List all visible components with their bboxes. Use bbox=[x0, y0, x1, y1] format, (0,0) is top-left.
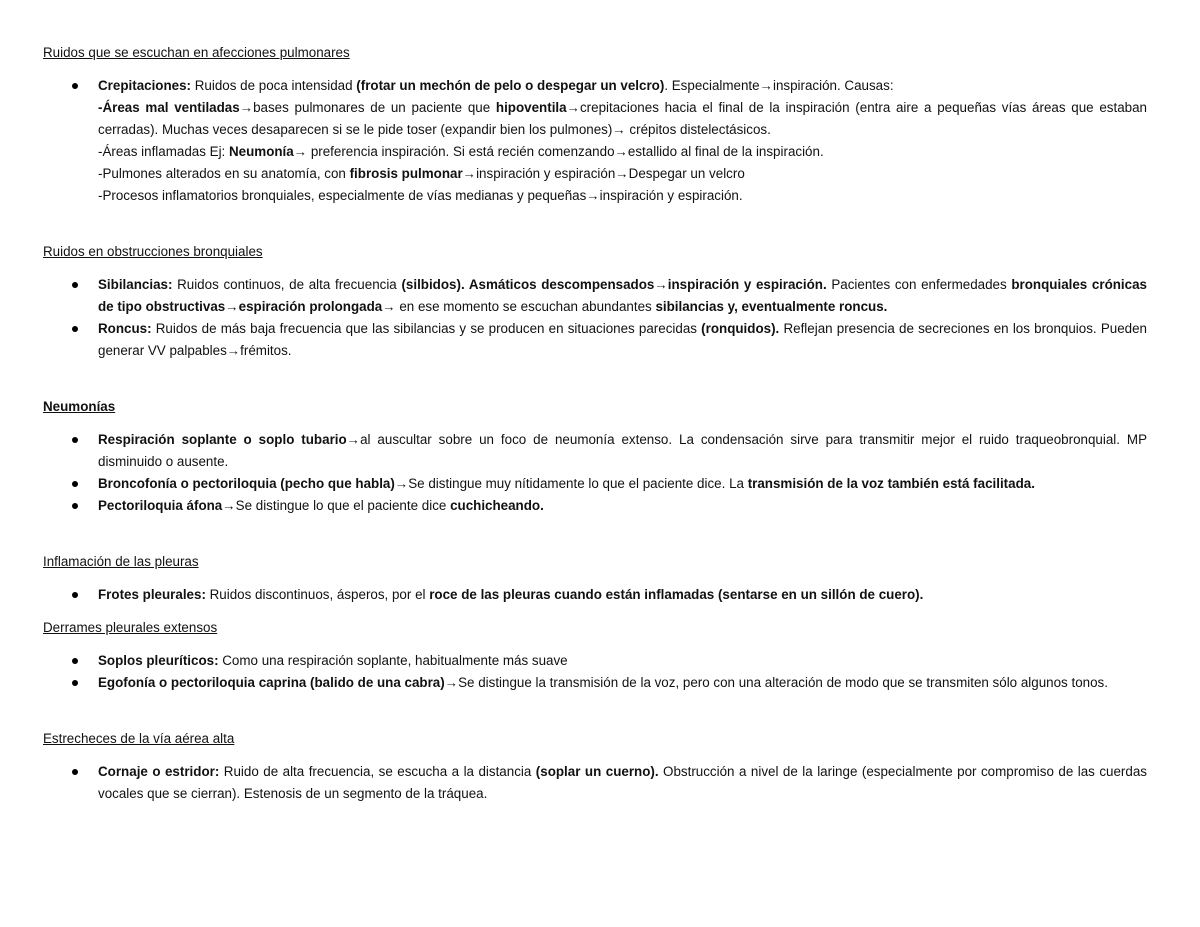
section-heading-via-aerea-alta: Estrecheces de la vía aérea alta bbox=[43, 731, 235, 746]
list-item-soplos-pleuriticos: Soplos pleuríticos: Como una respiración soplante, habitualmente más suave bbox=[43, 650, 1147, 672]
section-heading-derrames: Derrames pleurales extensos bbox=[43, 620, 218, 635]
list-item-sibilancias: Sibilancias: Ruidos continuos, de alta frecuencia (silbidos). Asmáticos descompensados→inspiración y espiración. Pacientes con enfermedades bronquiales crónicas de tipo obstructivas→espiración prolongada→ en ese momento se escuchan abundantes sibilancias y, eventualmente roncus. bbox=[43, 274, 1147, 318]
list-item-broncofonia: Broncofonía o pectoriloquia (pecho que habla)→Se distingue muy nítidamente lo que el paciente dice. La transmisión de la voz también está facilitada. bbox=[43, 473, 1147, 495]
obstrucciones-list bbox=[43, 274, 1147, 362]
list-item-crepitaciones: Crepitaciones: Ruidos de poca intensidad (frotar un mechón de pelo o despegar un velcro). Especialmente→inspiración. Causas: -Áreas mal ventiladas→bases pulmonares de un paciente que hipoventila→crepitaciones hacia el final de la inspiración (entra aire a pequeñas vías áreas que estaban cerradas). Muchas veces desaparecen si se le pide toser (expandir bien los pulmones)→ crépitos distelectásicos. -Áreas inflamadas Ej: Neumonía→ preferencia inspiración. Si está recién comenzando→estallido al final de la inspiración. -Pulmones alterados en su anatomía, con fibrosis pulmonar→inspiración y espiración→Despegar un velcro -Procesos inflamatorios bronquiales, especialmente de vías medianas y pequeñas→inspiración y espiración. bbox=[43, 75, 1147, 207]
list-item-frotes-pleurales: Frotes pleurales: Ruidos discontinuos, ásperos, por el roce de las pleuras cuando están inflamadas (sentarse en un sillón de cuero). bbox=[43, 584, 1147, 606]
list-item-cornaje: Cornaje o estridor: Ruido de alta frecuencia, se escucha a la distancia (soplar un cuerno). Obstrucción a nivel de la laringe (especialmente por compromiso de las cuerdas vocales que se cierran). Estenosis de un segmento de la tráquea. bbox=[43, 761, 1147, 805]
list-item-pectoriloquia-afona: Pectoriloquia áfona→Se distingue lo que el paciente dice cuchicheando. bbox=[43, 495, 1147, 517]
derrames-list bbox=[43, 650, 1147, 694]
crepitaciones-list bbox=[43, 75, 1147, 207]
term-crepitaciones: Crepitaciones: bbox=[98, 78, 192, 93]
section-heading-pleuras: Inflamación de las pleuras bbox=[43, 554, 199, 569]
document-page bbox=[43, 42, 1147, 805]
via-aerea-list bbox=[43, 761, 1147, 805]
section-heading-ruidos-afecciones: Ruidos que se escuchan en afecciones pulmonares bbox=[43, 45, 350, 60]
list-item-egofonia: Egofonía o pectoriloquia caprina (balido de una cabra)→Se distingue la transmisión de la voz, pero con una alteración de modo que se transmiten sólo algunos tonos. bbox=[43, 672, 1147, 694]
section-heading-obstrucciones: Ruidos en obstrucciones bronquiales bbox=[43, 244, 263, 259]
pleuras-list bbox=[43, 584, 1147, 606]
neumonias-list bbox=[43, 429, 1147, 517]
section-heading-neumonias: Neumonías bbox=[43, 399, 116, 414]
list-item-roncus: Roncus: Ruidos de más baja frecuencia que las sibilancias y se producen en situaciones parecidas (ronquidos). Reflejan presencia de secreciones en los bronquios. Pueden generar VV palpables→frémitos. bbox=[43, 318, 1147, 362]
list-item-soplo-tubario: Respiración soplante o soplo tubario→al auscultar sobre un foco de neumonía extenso. La condensación sirve para transmitir mejor el ruido traqueobronquial. MP disminuido o ausente. bbox=[43, 429, 1147, 473]
